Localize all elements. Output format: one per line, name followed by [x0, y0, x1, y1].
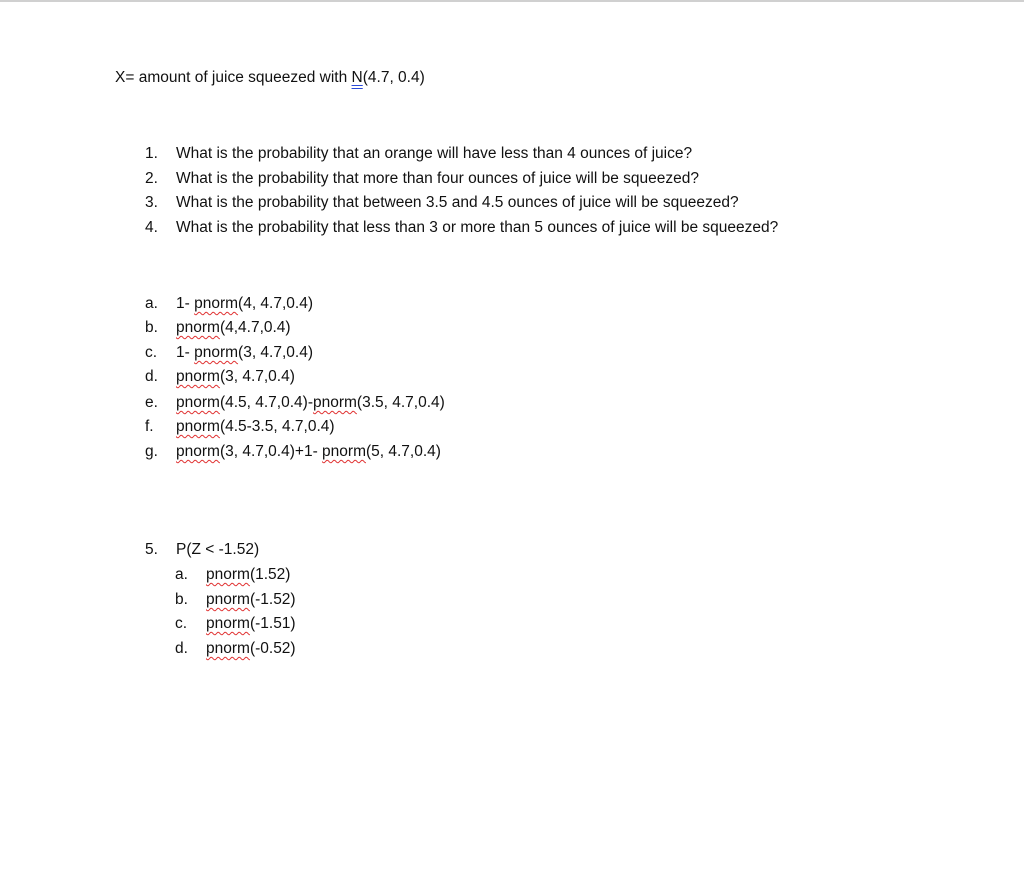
function-args: (3, 4.7,0.4)+1- [219, 443, 323, 460]
question-number: 4. [145, 219, 158, 236]
option-letter: a. [175, 566, 188, 583]
question-number: 5. [145, 541, 158, 558]
answer-prefix: 1- [176, 344, 195, 361]
distribution-params: (4.7, 0.4) [362, 69, 425, 86]
function-args: (4,4.7,0.4) [219, 319, 291, 336]
function-args: (4, 4.7,0.4) [238, 295, 313, 312]
function-args: (3, 4.7,0.4) [219, 368, 295, 385]
question-number: 1. [145, 145, 158, 162]
function-args: (-0.52) [249, 640, 296, 657]
function-name: pnorm [206, 591, 250, 608]
question-number: 2. [145, 170, 158, 187]
question-number: 3. [145, 194, 158, 211]
answer-letter: e. [145, 394, 158, 411]
answer-text [176, 393, 445, 413]
function-name: pnorm [176, 368, 220, 385]
function-name: pnorm [176, 394, 220, 411]
function-name: pnorm [206, 566, 250, 583]
function-name: pnorm [206, 640, 250, 657]
function-args: (1.52) [249, 566, 291, 583]
function-args: (4.5, 4.7,0.4)- [219, 394, 313, 411]
answer-letter: d. [145, 368, 158, 385]
function-name: pnorm [206, 615, 250, 632]
function-name: pnorm [194, 295, 239, 312]
answer-text [176, 417, 335, 437]
answer-letter: f. [145, 418, 154, 435]
answer-prefix: 1- [176, 295, 195, 312]
function-args: (3, 4.7,0.4) [238, 344, 313, 361]
answer-letter: c. [145, 344, 158, 361]
option-letter: c. [175, 615, 188, 632]
function-name: pnorm [194, 344, 239, 361]
function-name: pnorm [176, 418, 220, 435]
question-text: What is the probability that between 3.5 and 4.5 ounces of juice will be squeezed? [176, 194, 739, 211]
option-letter: d. [175, 640, 188, 657]
answer-text [176, 318, 291, 338]
question-text: P(Z < -1.52) [176, 541, 260, 558]
distribution-definition [115, 68, 425, 88]
function-args: (5, 4.7,0.4) [365, 443, 441, 460]
distribution-name: N [351, 69, 363, 86]
function-args: (4.5-3.5, 4.7,0.4) [219, 418, 335, 435]
option-text [206, 614, 296, 634]
question-text: What is the probability that an orange will have less than 4 ounces of juice? [176, 145, 693, 162]
function-args: (-1.52) [249, 591, 296, 608]
option-letter: b. [175, 591, 188, 608]
answer-text [176, 442, 441, 462]
question-text: What is the probability that less than 3 or more than 5 ounces of juice will be squeezed? [176, 219, 779, 236]
definition-prefix: X= amount of juice squeezed with [115, 69, 352, 86]
answer-letter: b. [145, 319, 158, 336]
function-name: pnorm [176, 443, 220, 460]
function-name: pnorm [312, 394, 357, 411]
answer-text [176, 294, 313, 314]
option-text [206, 590, 296, 610]
answer-letter: g. [145, 443, 158, 460]
function-args: (3.5, 4.7,0.4) [356, 394, 445, 411]
answer-text [176, 343, 313, 363]
function-name: pnorm [176, 319, 220, 336]
function-name: pnorm [322, 443, 366, 460]
function-args: (-1.51) [249, 615, 296, 632]
option-text [206, 639, 296, 659]
answer-letter: a. [145, 295, 158, 312]
question-text: What is the probability that more than four ounces of juice will be squeezed? [176, 170, 699, 187]
option-text [206, 565, 290, 585]
answer-text [176, 367, 295, 387]
